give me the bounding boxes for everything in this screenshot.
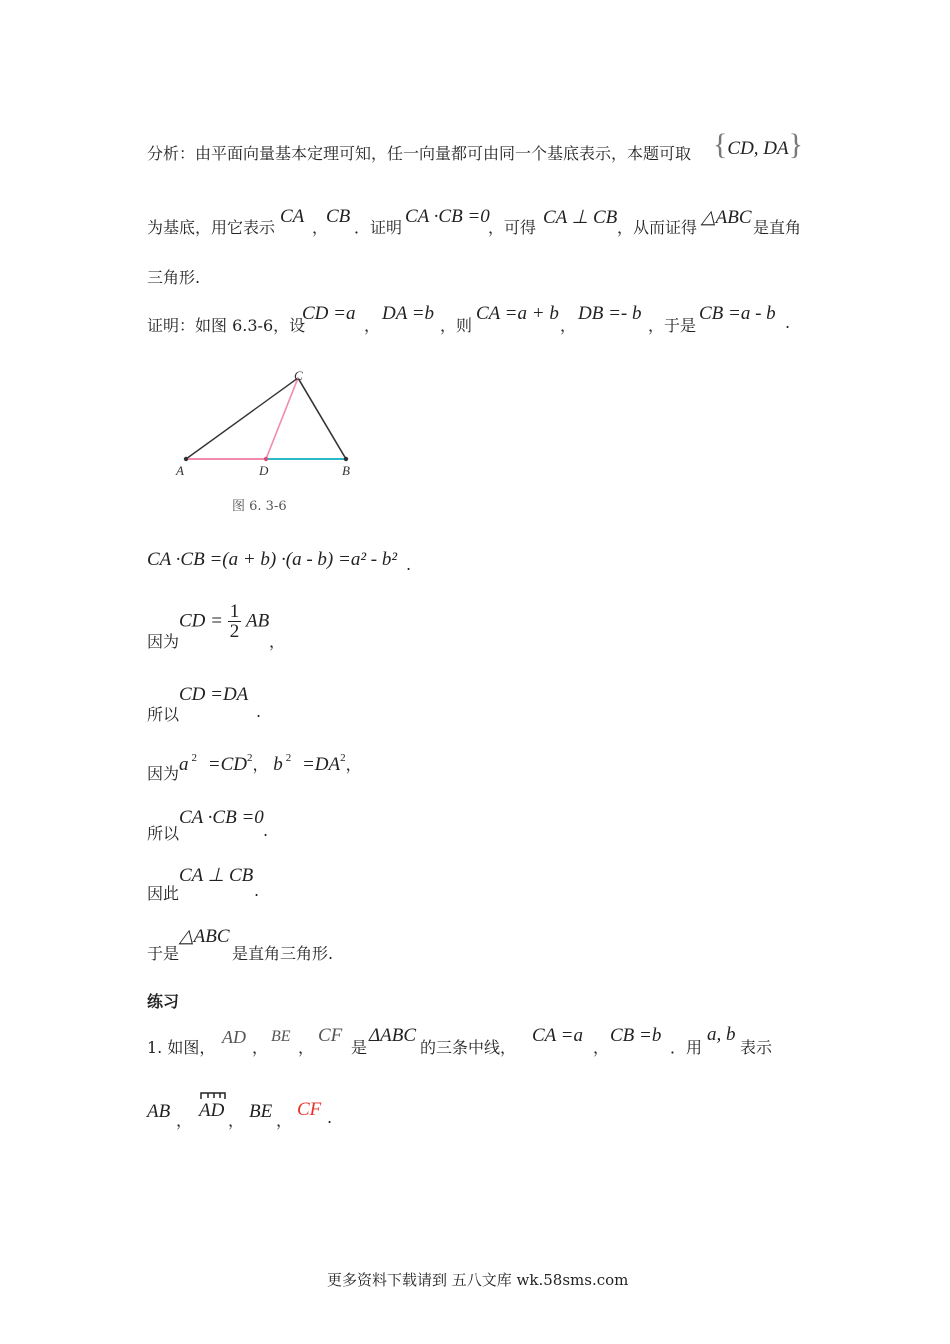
db-eq-minus-b: DB =- b bbox=[578, 303, 642, 324]
cb-eq-a-minus-b: CB =a - b bbox=[699, 303, 776, 324]
vector-ca: CA bbox=[280, 206, 305, 227]
medians-text: 的三条中线， bbox=[420, 1038, 517, 1057]
analysis-line-3: 三角形. bbox=[147, 268, 201, 287]
frac-den: 2 bbox=[229, 621, 240, 642]
triangle-abc-2: △ABC bbox=[179, 926, 230, 947]
hence: 因此 bbox=[147, 884, 180, 903]
then-text: ，则 bbox=[440, 316, 473, 335]
analysis-text-2d: ，从而证得 bbox=[617, 218, 698, 237]
analysis-line-2 bbox=[147, 215, 275, 238]
ca-eq-a-2: CA =a bbox=[532, 1025, 584, 1046]
analysis-text-2c: ，可得 bbox=[488, 218, 537, 237]
cd-eq-a: CD =a bbox=[302, 303, 356, 324]
because-2: 因为 bbox=[147, 764, 180, 783]
target-ad bbox=[199, 1100, 224, 1122]
analysis-text: 分析：由平面向量基本定理可知，任一向量都可由同一个基底表示，本题可取 bbox=[147, 144, 692, 163]
eq-cd: =CD bbox=[207, 754, 247, 775]
arrow-mark-icon bbox=[199, 1090, 227, 1100]
period-1: . bbox=[256, 702, 262, 721]
ca-eq-a-plus-b: CA =a + b bbox=[476, 303, 559, 324]
perp-2: CA ⊥ CB bbox=[179, 865, 254, 886]
basis-set: {CD, DA} bbox=[713, 128, 804, 161]
so-text: ，于是 bbox=[648, 316, 697, 335]
figure-caption: 图 6. 3-6 bbox=[232, 499, 287, 514]
sq-da: 2 bbox=[340, 752, 346, 764]
triangle-abc: △ABC bbox=[701, 207, 752, 228]
cb-eq-b-2: CB =b bbox=[610, 1025, 662, 1046]
comma: ， bbox=[312, 218, 329, 237]
exercise-heading: 练习 bbox=[147, 992, 180, 1011]
median-ad: AD bbox=[222, 1027, 246, 1047]
median-cf: CF bbox=[318, 1025, 343, 1046]
analysis-line-1 bbox=[147, 141, 691, 164]
sq-a: 2 bbox=[191, 752, 197, 764]
median-be: BE bbox=[271, 1028, 291, 1045]
label-a: A bbox=[176, 463, 184, 478]
eq-dot-expansion bbox=[147, 549, 397, 571]
thus: 于是 bbox=[147, 944, 180, 963]
b-var: b bbox=[273, 754, 283, 775]
perpendicular: CA ⊥ CB bbox=[543, 207, 618, 228]
analysis-text-2a: 为基底，用它表示 bbox=[147, 218, 276, 237]
question-1-start: 1. 如图， bbox=[147, 1038, 216, 1057]
dot-product-zero: CA ·CB =0 bbox=[405, 206, 490, 227]
label-c: C bbox=[294, 368, 303, 383]
cd-half-rhs: AB bbox=[245, 610, 270, 632]
a-var: a bbox=[179, 754, 189, 775]
because-1: 因为 bbox=[147, 632, 180, 651]
cd-eq-da: CD =DA bbox=[179, 684, 249, 705]
fraction-one-half bbox=[228, 602, 242, 641]
express-text: 表示 bbox=[740, 1038, 773, 1057]
analysis-text-2e: 是直角 bbox=[753, 218, 802, 237]
squares-equation: a $^2 =CD^2$， b $^2 =DA^2$， bbox=[179, 752, 362, 775]
segment-cb bbox=[298, 378, 346, 459]
proof-intro: 证明：如图 6.3-6，设 bbox=[147, 316, 306, 335]
triangle-figure bbox=[160, 360, 380, 520]
cd-half-lhs: CD = bbox=[179, 610, 223, 632]
eq1-period: . bbox=[406, 555, 412, 574]
vector-cb: CB bbox=[326, 206, 351, 227]
point-d bbox=[264, 457, 268, 461]
comma-1: ， bbox=[269, 632, 286, 651]
target-be: BE bbox=[249, 1101, 273, 1122]
sq-cd: 2 bbox=[246, 752, 253, 764]
right-triangle-text: 是直角三角形. bbox=[232, 944, 334, 963]
label-d: D bbox=[259, 463, 269, 478]
da-eq-b: DA =b bbox=[382, 303, 435, 324]
therefore-1: 所以 bbox=[147, 705, 180, 724]
is-text: 是 bbox=[351, 1038, 368, 1057]
use-text: ．用 bbox=[670, 1038, 703, 1057]
analysis-text-2b: ．证明 bbox=[354, 218, 403, 237]
eq-da: =DA bbox=[301, 754, 341, 775]
therefore-2: 所以 bbox=[147, 824, 180, 843]
target-ab: AB bbox=[147, 1101, 171, 1122]
frac-num: 1 bbox=[229, 601, 240, 622]
label-b: B bbox=[342, 463, 350, 478]
target-ad-text: AD bbox=[199, 1100, 225, 1121]
point-a bbox=[184, 457, 188, 461]
triangle-abc-3: ΔABC bbox=[369, 1025, 417, 1046]
cd-half-ab bbox=[179, 602, 269, 641]
sq-b: 2 bbox=[285, 752, 292, 764]
point-b bbox=[344, 457, 348, 461]
eq1-text: CA ·CB =(a + b) ·(a - b) =a² - b² bbox=[147, 549, 398, 570]
target-cf: CF bbox=[297, 1099, 322, 1120]
footer-text: 更多资料下载请到 五八文库 wk.58sms.com bbox=[327, 1271, 629, 1289]
ab-vars: a, b bbox=[707, 1024, 736, 1045]
basis-set-text: CD, DA bbox=[727, 138, 789, 159]
period: . bbox=[785, 313, 791, 332]
dot-zero-2: CA ·CB =0 bbox=[179, 807, 264, 828]
